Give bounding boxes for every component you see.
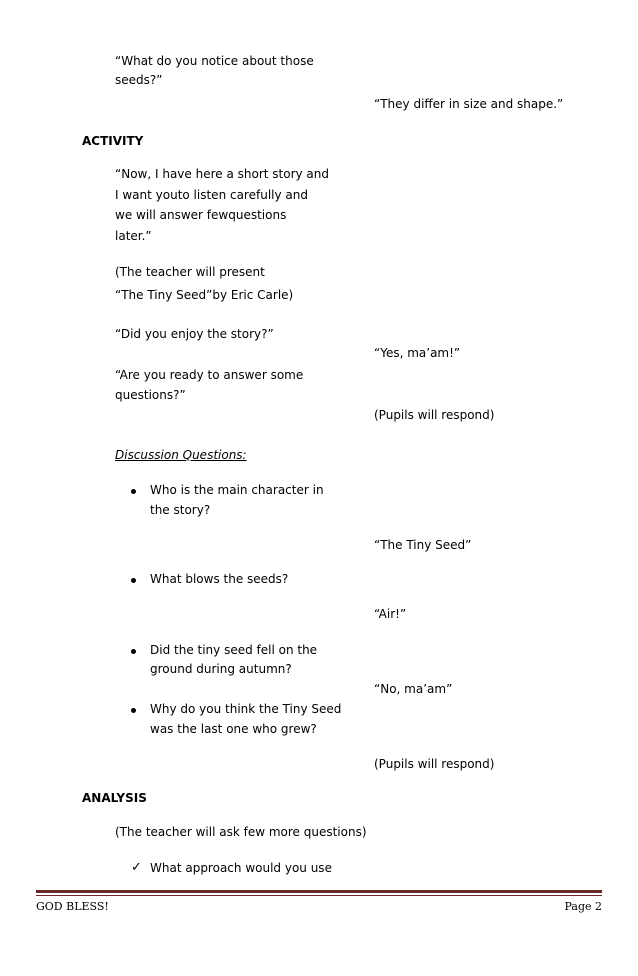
discussion-question: Why do you think the Tiny Seed bbox=[150, 702, 342, 716]
discussion-question: ground during autumn? bbox=[150, 662, 292, 676]
analysis-question: What approach would you use bbox=[150, 861, 332, 875]
page-number: Page 2 bbox=[564, 900, 602, 913]
bullet-icon bbox=[131, 708, 136, 713]
footer-rule bbox=[36, 895, 602, 896]
pupil-response: “No, ma’am” bbox=[374, 682, 453, 696]
bullet-icon bbox=[131, 578, 136, 583]
story-intro-line: we will answer fewquestions bbox=[115, 208, 287, 222]
discussion-question: Did the tiny seed fell on the bbox=[150, 643, 318, 657]
footer-rule bbox=[36, 890, 602, 893]
analysis-note: (The teacher will ask few more questions) bbox=[115, 825, 367, 839]
discussion-heading: Discussion Questions: bbox=[115, 448, 247, 462]
discussion-question: the story? bbox=[150, 503, 211, 517]
discussion-question: What blows the seeds? bbox=[150, 572, 289, 586]
analysis-heading: ANALYSIS bbox=[82, 791, 147, 805]
discussion-question: Who is the main character in bbox=[150, 483, 324, 497]
pupil-response: “Yes, ma’am!” bbox=[374, 346, 461, 360]
activity-heading: ACTIVITY bbox=[82, 134, 144, 148]
pupil-response: (Pupils will respond) bbox=[374, 408, 495, 422]
pupil-response: “The Tiny Seed” bbox=[374, 538, 472, 552]
pupil-response: “Air!” bbox=[374, 607, 407, 621]
bullet-icon bbox=[131, 489, 136, 494]
ready-question-line: “Are you ready to answer some bbox=[115, 368, 304, 382]
story-intro-line: “Now, I have here a short story and bbox=[115, 167, 329, 181]
pupil-response: “They differ in size and shape.” bbox=[374, 97, 564, 111]
present-note-line: (The teacher will present bbox=[115, 265, 265, 279]
discussion-question: was the last one who grew? bbox=[150, 722, 317, 736]
enjoy-question: “Did you enjoy the story?” bbox=[115, 327, 274, 341]
bullet-icon bbox=[131, 649, 136, 654]
story-intro-line: I want youto listen carefully and bbox=[115, 188, 308, 202]
teacher-question-line: seeds?” bbox=[115, 73, 163, 87]
present-note-line: “The Tiny Seed”by Eric Carle) bbox=[115, 288, 294, 302]
checkmark-icon: ✓ bbox=[131, 860, 142, 875]
footer-left-text: GOD BLESS! bbox=[36, 900, 109, 913]
pupil-response: (Pupils will respond) bbox=[374, 757, 495, 771]
ready-question-line: questions?” bbox=[115, 388, 186, 402]
teacher-question-line: “What do you notice about those bbox=[115, 54, 314, 68]
story-intro-line: later.” bbox=[115, 229, 152, 243]
